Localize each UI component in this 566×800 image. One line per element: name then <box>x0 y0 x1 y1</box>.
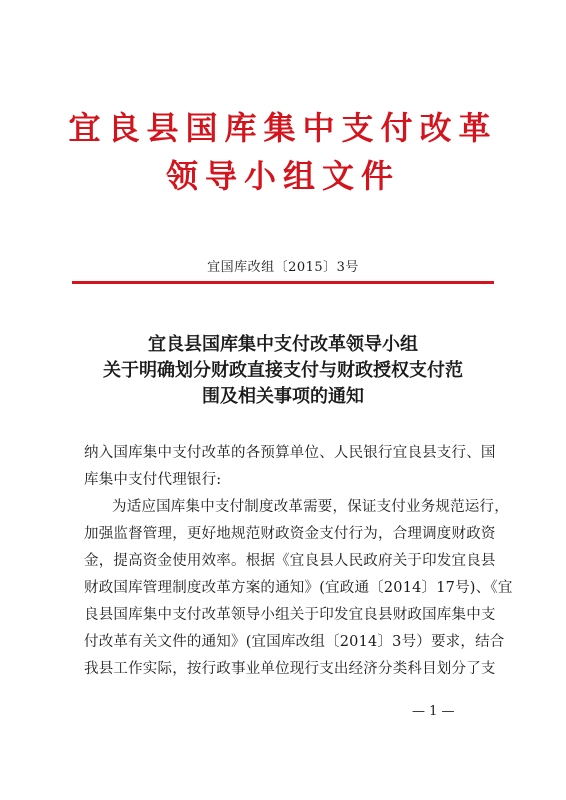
body-text-line: 纳入国库集中支付改革的各预算单位、人民银行宜良县支行、国 <box>84 445 496 461</box>
header-title-line-1: 宜良县国库集中支付改革 <box>68 109 498 147</box>
document-number: 宜国库改组〔2015〕3号 <box>207 260 359 275</box>
body-text-line: 金，提高资金使用效率。根据《宜良县人民政府关于印发宜良县 <box>84 553 496 569</box>
notice-title-line-2: 关于明确划分财政直接支付与财政授权支付范 <box>103 360 463 381</box>
body-text-line: 库集中支付代理银行: <box>84 472 222 488</box>
body-text-line: 加强监督管理，更好地规范财政资金支付行为，合理调度财政资 <box>84 526 496 542</box>
red-divider-line <box>72 281 494 284</box>
notice-title-line-3: 围及相关事项的通知 <box>202 386 364 407</box>
page-number: — 1 — <box>412 704 455 719</box>
notice-title-line-1: 宜良县国库集中支付改革领导小组 <box>148 334 418 355</box>
header-title-line-2: 领导小组文件 <box>165 157 400 195</box>
body-text-line: 良县国库集中支付改革领导小组关于印发宜良县财政国库集中支 <box>84 607 496 623</box>
body-text-line: 为适应国库集中支付制度改革需要，保证支付业务规范运行， <box>112 499 509 515</box>
body-text-line: 付改革有关文件的通知》(宜国库改组〔2014〕3号）要求，结合 <box>84 634 505 650</box>
body-text-line: 财政国库管理制度改革方案的通知》(宜政通〔2014〕17号)、《宜 <box>84 580 513 596</box>
body-text-line: 我县工作实际，按行政事业单位现行支出经济分类科目划分了支 <box>84 661 496 677</box>
